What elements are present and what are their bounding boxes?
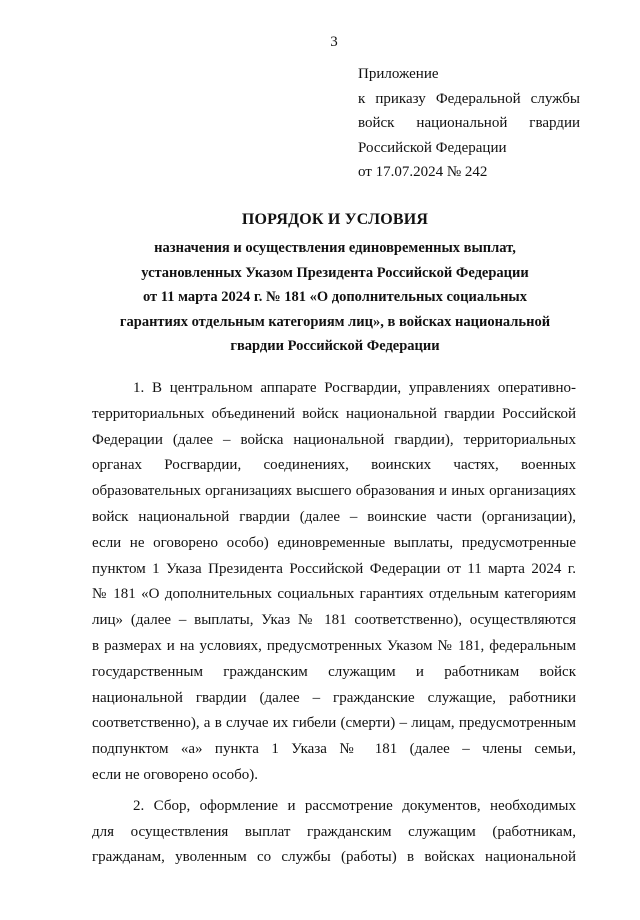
text-line: органах Росгвардии, соединениях, воинских частях, военных [92,457,576,474]
document-body [92,376,576,871]
appendix-line: войск национальной гвардии [358,115,580,131]
text-line: соответственно), а в случае их гибели (смерти) – лицам, предусмотренным [92,715,576,732]
text-line: образовательных организациях высшего образования и иных организациях [92,483,576,500]
text-line: пунктом 1 Указа Президента Российской Федерации от 11 марта 2024 г. [92,560,576,577]
text-line: 2. Сбор, оформление и рассмотрение документов, необходимых [133,797,576,814]
subtitle-line: гарантиях отдельным категориям лиц», в войсках национальной [119,313,551,330]
title-subtitle [60,236,610,359]
text-line: лиц» (далее – выплаты, Указ № 181 соответственно), осуществляются [92,612,576,629]
paragraph-2 [92,794,576,871]
text-line: 1. В центральном аппарате Росгвардии, управлениях оперативно- [133,380,576,396]
text-line: государственным гражданским служащим и работникам войск [92,663,576,680]
appendix-line: Российской Федерации [358,139,507,156]
paragraph-1 [92,376,576,789]
text-line: войск национальной гвардии (далее – воинские части (организации), [92,508,576,525]
text-line: если не оговорено особо) единовременные выплаты, предусмотренные [92,534,576,551]
text-line: если не оговорено особо). [92,766,258,783]
text-line: в размерах и на условиях, предусмотренных Указом № 181, федеральным [92,637,576,654]
text-line: гражданам, уволенным со службы (работы) в войсках национальной [92,849,576,866]
appendix-line: Приложение [358,66,439,82]
subtitle-line: от 11 марта 2024 г. № 181 «О дополнительных социальных [142,289,527,305]
text-line: Федерации (далее – войска национальной гвардии), территориальных [92,431,576,448]
text-line: подпунктом «а» пункта 1 Указа № 181 (далее – члены семьи, [92,741,576,758]
subtitle-line: установленных Указом Президента Российской Федерации [141,264,529,281]
appendix-header [358,62,580,185]
appendix-line: от 17.07.2024 № 242 [358,164,488,180]
subtitle-line: гвардии Российской Федерации [230,338,440,354]
text-line: № 181 «О дополнительных социальных гарантиях отдельным категориям [92,586,576,603]
subtitle-line: назначения и осуществления единовременных выплат, [154,240,516,256]
appendix-line: к приказу Федеральной службы [358,90,580,107]
text-line: национальной гвардии (далее – гражданские служащие, работники [92,689,576,706]
page-number: 3 [330,34,338,50]
document-title [60,209,610,359]
title-main: ПОРЯДОК И УСЛОВИЯ [241,211,429,228]
text-line: для осуществления выплат гражданским служащим (работникам, [92,823,576,840]
text-line: территориальных объединений войск национальной гвардии Российской [92,405,576,422]
